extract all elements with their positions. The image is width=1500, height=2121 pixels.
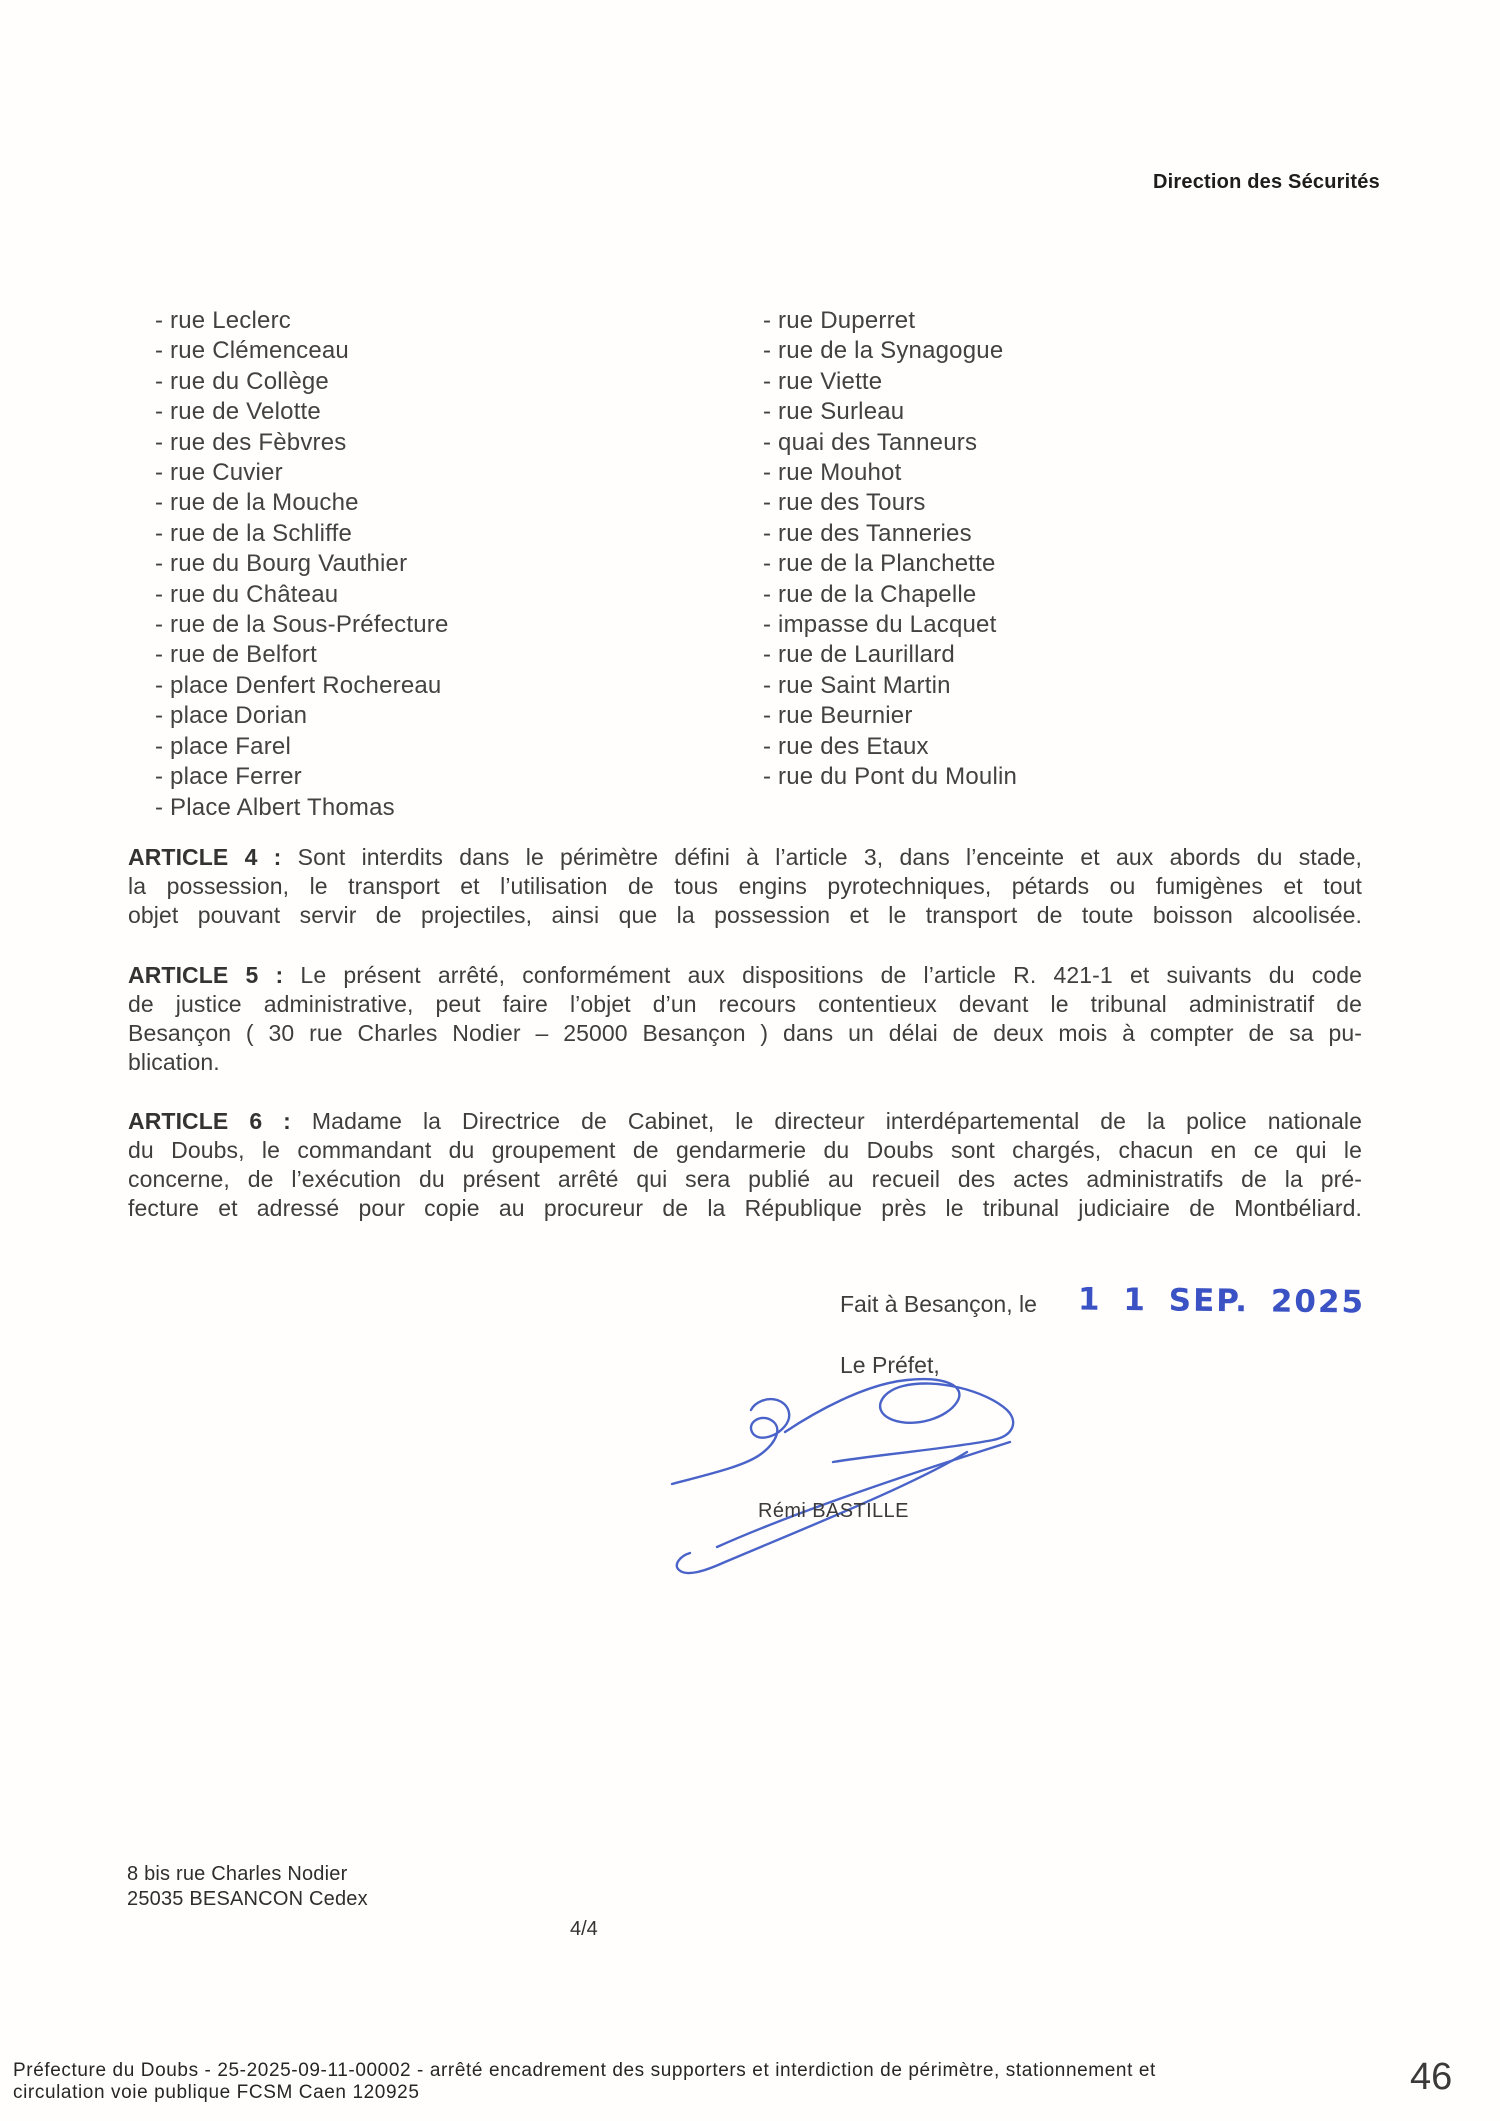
street-list-item: - place Ferrer <box>155 763 302 791</box>
street-list-item: - rue de Belfort <box>155 641 317 669</box>
department-header: Direction des Sécurités <box>1153 171 1380 193</box>
street-list-right <box>763 306 1017 793</box>
signer-name: Rémi BASTILLE <box>758 1500 909 1522</box>
street-list-item: - rue du Château <box>155 580 339 608</box>
street-list-item: - rue de la Chapelle <box>763 580 977 608</box>
signature-icon <box>635 1372 1055 1587</box>
street-list-item: - rue de Velotte <box>155 398 321 426</box>
article-5-label: ARTICLE 5 : <box>128 962 284 988</box>
street-list-item: - Place Albert Thomas <box>155 793 395 821</box>
street-list-item: - rue des Fèbvres <box>155 428 347 456</box>
article-6 <box>128 1107 1362 1223</box>
street-list-item: - rue des Tours <box>763 489 926 517</box>
street-list-item: - rue des Tanneries <box>763 519 972 547</box>
article-4-label: ARTICLE 4 : <box>128 844 282 870</box>
street-list-item: - rue du Collège <box>155 367 329 395</box>
street-list-item: - rue de la Sous-Préfecture <box>155 611 449 639</box>
street-list-item: - place Farel <box>155 732 291 760</box>
article-5-line: de justice administrative, peut faire l’objet d’un recours contentieux devant le tribunal administratif de <box>128 991 1362 1017</box>
document-reference <box>13 2060 1343 2104</box>
street-list-item: - rue Surleau <box>763 398 905 426</box>
page-number: 46 <box>1410 2056 1453 2098</box>
street-list-item: - rue Leclerc <box>155 307 291 334</box>
place-date-label: Fait à Besançon, le <box>840 1291 1037 1317</box>
street-list-item: - rue Beurnier <box>763 702 913 730</box>
article-4-line: ARTICLE 4 : Sont interdits dans le périmètre défini à l’article 3, dans l’enceinte et aux abords du stade, <box>128 844 1362 870</box>
signer-title: Le Préfet, <box>840 1352 940 1378</box>
prefecture-address <box>127 1862 368 1912</box>
street-list-item: - rue de la Schliffe <box>155 519 352 547</box>
street-list-item: - rue Saint Martin <box>763 671 951 699</box>
street-list-item: - rue du Pont du Moulin <box>763 763 1018 791</box>
article-6-line: fecture et adressé pour copie au procureur de la République près le tribunal judiciaire de Montbéliard. <box>128 1195 1362 1221</box>
street-list-item: - rue Cuvier <box>155 459 283 487</box>
article-5-line: ARTICLE 5 : Le présent arrêté, conformément aux dispositions de l’article R. 421-1 et suivants du code <box>128 962 1362 988</box>
street-list-item: - place Dorian <box>155 702 308 730</box>
article-4-line: objet pouvant servir de projectiles, ainsi que la possession et le transport de toute boisson alcoolisée. <box>128 902 1362 928</box>
street-list-item: - rue Mouhot <box>763 459 902 487</box>
reference-line-2: circulation voie publique FCSM Caen 120925 <box>13 2082 420 2103</box>
street-list-item: - rue de la Synagogue <box>763 337 1004 365</box>
article-5-line: Besançon ( 30 rue Charles Nodier – 25000 Besançon ) dans un délai de deux mois à compter de sa pu- <box>128 1020 1362 1046</box>
reference-line-1: Préfecture du Doubs - 25-2025-09-11-00002 - arrêté encadrement des supporters et interdiction de périmètre, stationnement et <box>13 2060 1156 2081</box>
date-stamp: 1 1 SEP. 2025 <box>1077 1281 1366 1321</box>
address-line-1: 8 bis rue Charles Nodier <box>127 1863 348 1885</box>
page-indicator: 4/4 <box>570 1918 598 1940</box>
article-4 <box>128 843 1362 930</box>
article-6-line: ARTICLE 6 : Madame la Directrice de Cabinet, le directeur interdépartemental de la police nationale <box>128 1108 1363 1134</box>
address-line-2: 25035 BESANCON Cedex <box>127 1888 368 1910</box>
street-list-item: - rue Clémenceau <box>155 337 349 365</box>
street-list-item: - rue de la Planchette <box>763 550 996 578</box>
article-6-line: du Doubs, le commandant du groupement de gendarmerie du Doubs sont chargés, chacun en ce qui le <box>128 1137 1362 1163</box>
street-list-item: - place Denfert Rochereau <box>155 671 442 699</box>
article-4-line: la possession, le transport et l’utilisation de tous engins pyrotechniques, pétards ou fumigènes et tout <box>128 873 1362 899</box>
article-5-line: blication. <box>128 1049 220 1075</box>
street-list-item: - rue du Bourg Vauthier <box>155 550 408 578</box>
street-list-left <box>155 306 449 823</box>
article-6-label: ARTICLE 6 : <box>128 1108 291 1134</box>
street-list-item: - quai des Tanneurs <box>763 428 978 456</box>
street-list-item: - rue Duperret <box>763 307 916 334</box>
street-list-item: - rue de la Mouche <box>155 489 359 517</box>
street-list-item: - rue de Laurillard <box>763 641 955 669</box>
article-6-line: concerne, de l’exécution du présent arrêté qui sera publié au recueil des actes administratifs de la pré- <box>128 1166 1362 1192</box>
article-5 <box>128 961 1362 1077</box>
street-list-item: - impasse du Lacquet <box>763 611 997 639</box>
street-list-item: - rue Viette <box>763 367 883 395</box>
street-list-item: - rue des Etaux <box>763 732 929 760</box>
